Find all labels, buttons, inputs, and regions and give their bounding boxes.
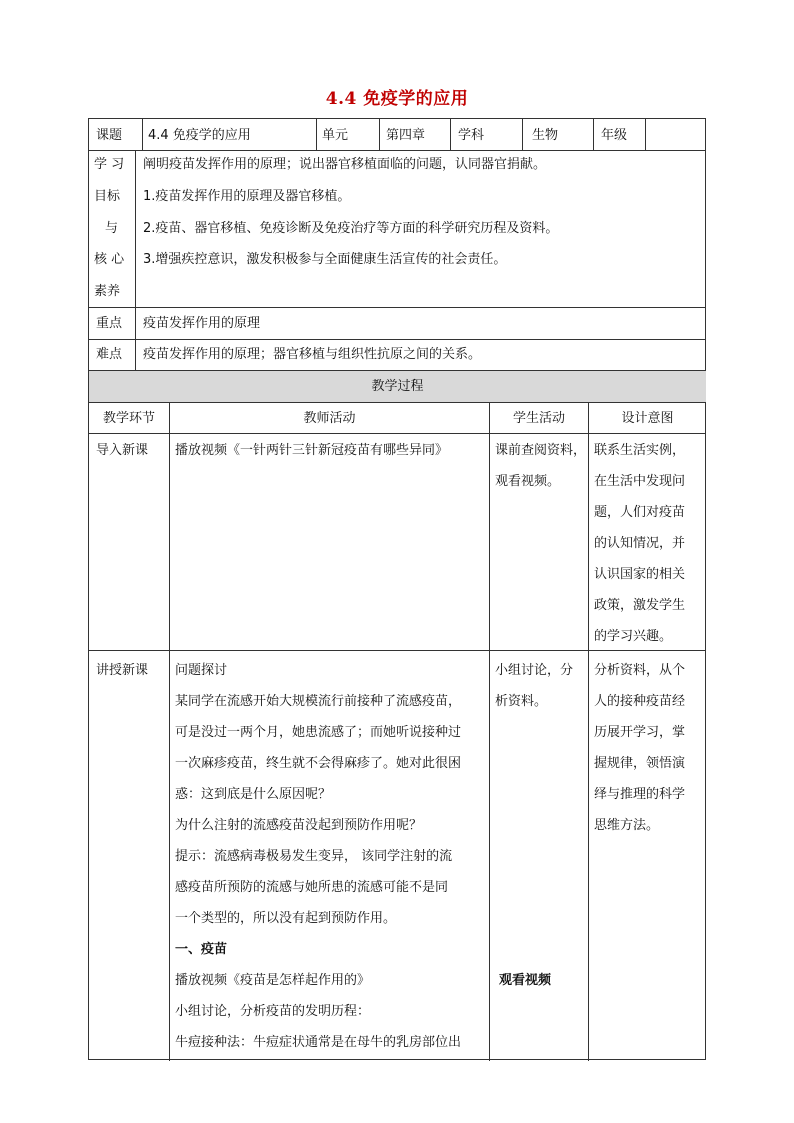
column-header-student: 学生活动 xyxy=(512,411,565,426)
teacher-line: 某同学在流感开始大规模流行前接种了流感疫苗， xyxy=(175,694,462,709)
teacher-line: 小组讨论，分析疫苗的发明历程： xyxy=(175,1004,371,1019)
intent-line: 题，人们对疫苗 xyxy=(594,505,686,520)
column-header-intent: 设计意图 xyxy=(621,411,674,426)
intent-line: 思维方法。 xyxy=(594,818,660,833)
unit-value: 第四章 xyxy=(386,128,426,143)
teacher-line: 惑：这到底是什么原因呢？ xyxy=(175,787,332,802)
document-title: 4.4 免疫学的应用 xyxy=(325,89,469,109)
grade-label: 年级 xyxy=(601,128,628,143)
teacher-line: 一次麻疹疫苗，终生就不会得麻疹了。她对此很困 xyxy=(175,756,462,771)
difficulty-label: 难点 xyxy=(96,347,123,362)
topic-value: 4.4 免疫学的应用 xyxy=(148,128,251,143)
goals-label-line: 与 xyxy=(105,221,119,236)
student-line: 观看视频。 xyxy=(495,474,561,489)
stage-cell: 导入新课 xyxy=(96,443,149,458)
intent-line: 政策，激发学生 xyxy=(594,598,686,613)
goals-line: 2.疫苗、器官移植、免疫诊断及免疫治疗等方面的科学研究历程及资料。 xyxy=(143,221,559,236)
subject-label: 学科 xyxy=(458,128,485,143)
teacher-line: 播放视频《一针两针三针新冠疫苗有哪些异同》 xyxy=(175,443,449,458)
student-line: 析资料。 xyxy=(495,694,548,709)
teacher-line: 一个类型的，所以没有起到预防作用。 xyxy=(175,911,397,926)
section-heading-vaccine: 一、疫苗 xyxy=(175,942,228,957)
student-line: 课前查阅资料， xyxy=(495,443,587,458)
intent-line: 历展开学习，掌 xyxy=(594,725,686,740)
key-point-label: 重点 xyxy=(96,316,123,331)
teacher-line: 牛痘接种法：牛痘症状通常是在母牛的乳房部位出 xyxy=(175,1035,462,1050)
column-header-stage: 教学环节 xyxy=(102,411,155,426)
goals-line: 1.疫苗发挥作用的原理及器官移植。 xyxy=(143,189,351,204)
goals-label-line: 素养 xyxy=(94,284,121,299)
intent-line: 联系生活实例， xyxy=(594,443,686,458)
intent-line: 绎与推理的科学 xyxy=(594,787,686,802)
goals-label-line: 学 习 xyxy=(94,157,125,172)
teacher-line: 感疫苗所预防的流感与她所患的流感可能不是同 xyxy=(175,880,449,895)
intent-line: 的学习兴趣。 xyxy=(594,629,673,644)
teacher-line: 可是没过一两个月，她患流感了；而她听说接种过 xyxy=(175,725,462,740)
teacher-line: 为什么注射的流感疫苗没起到预防作用呢？ xyxy=(175,818,423,833)
key-point-text: 疫苗发挥作用的原理 xyxy=(143,316,261,331)
student-line: 小组讨论，分 xyxy=(495,663,574,678)
student-video-note: 观看视频 xyxy=(499,973,552,988)
column-header-teacher: 教师活动 xyxy=(303,411,356,426)
goals-label-line: 目标 xyxy=(94,189,121,204)
topic-label: 课题 xyxy=(96,128,123,143)
intent-line: 的认知情况，并 xyxy=(594,536,686,551)
teacher-line: 提示：流感病毒极易发生变异， 该同学注射的流 xyxy=(175,849,453,864)
intent-line: 握规律，领悟演 xyxy=(594,756,686,771)
subject-value: 生物 xyxy=(532,128,559,143)
teacher-line: 播放视频《疫苗是怎样起作用的》 xyxy=(175,973,371,988)
unit-label: 单元 xyxy=(322,128,349,143)
goals-label-line: 核 心 xyxy=(94,252,125,267)
goals-line: 阐明疫苗发挥作用的原理；说出器官移植面临的问题，认同器官捐献。 xyxy=(143,157,547,172)
intent-line: 人的接种疫苗经 xyxy=(594,694,686,709)
goals-line: 3.增强疾控意识，激发积极参与全面健康生活宣传的社会责任。 xyxy=(143,252,507,267)
lesson-plan-table xyxy=(88,118,706,1060)
stage-cell: 讲授新课 xyxy=(96,663,149,678)
teacher-line: 问题探讨 xyxy=(175,663,228,678)
process-title: 教学过程 xyxy=(371,379,424,394)
intent-line: 在生活中发现问 xyxy=(594,474,686,489)
difficulty-text: 疫苗发挥作用的原理；器官移植与组织性抗原之间的关系。 xyxy=(143,347,482,362)
intent-line: 分析资料，从个 xyxy=(594,663,686,678)
intent-line: 认识国家的相关 xyxy=(594,567,686,582)
